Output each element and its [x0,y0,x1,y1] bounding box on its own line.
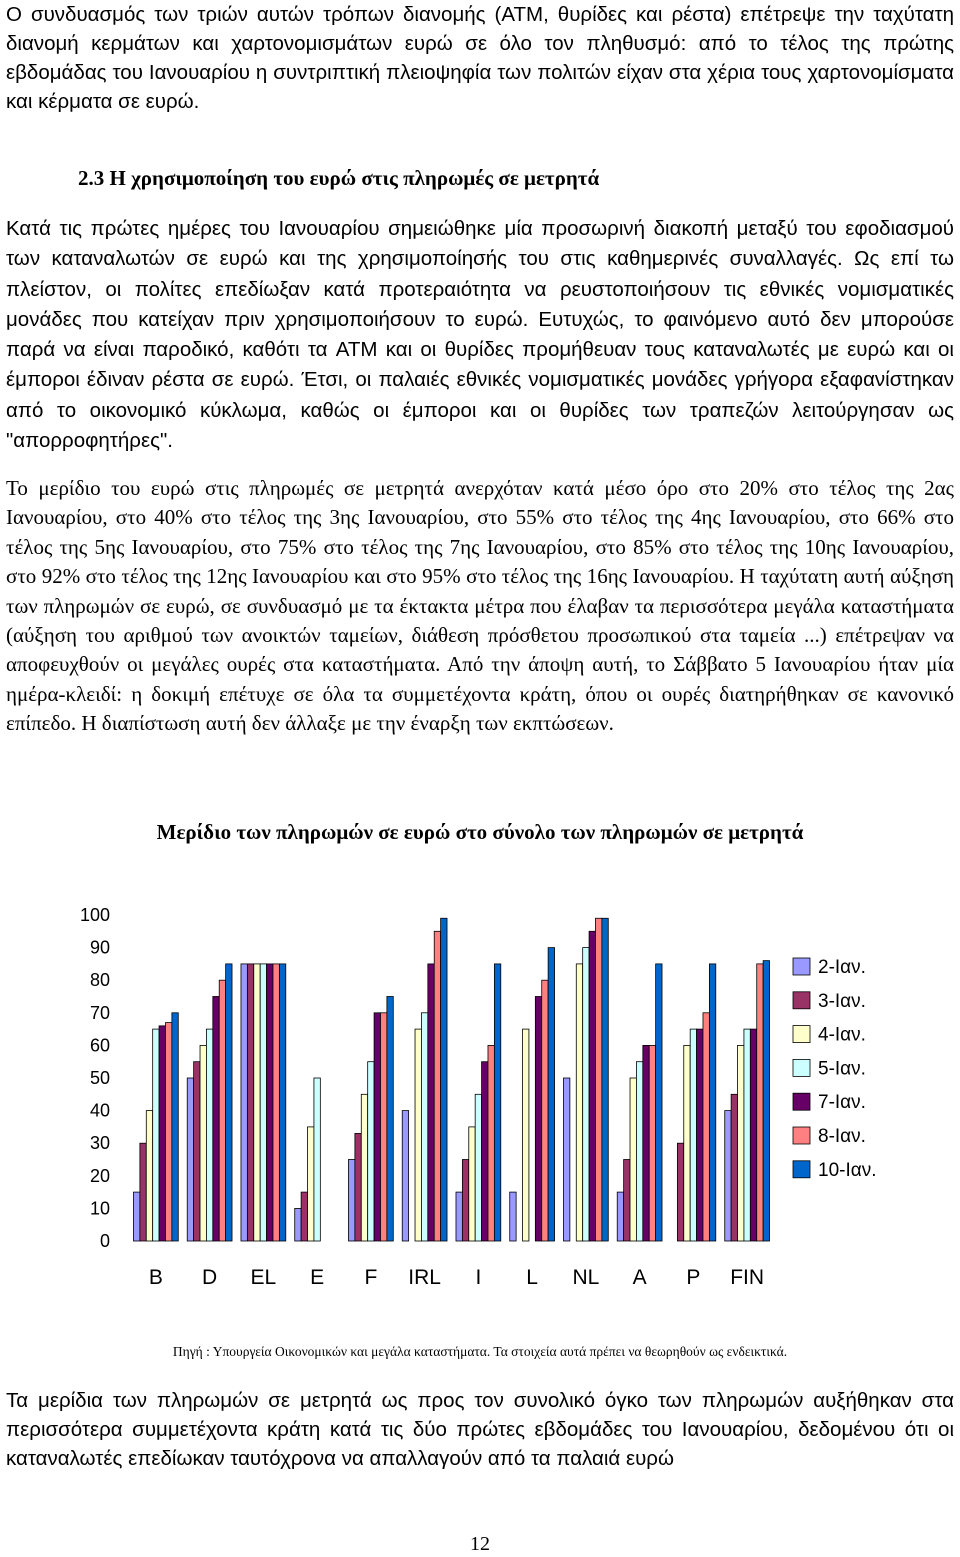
legend-swatch [793,1026,810,1043]
y-tick-label: 50 [89,1068,110,1088]
bar [636,1062,642,1241]
bar [725,1111,731,1241]
bar [589,931,595,1241]
bar [187,1078,193,1241]
legend-swatch [793,958,810,975]
bar [602,918,608,1241]
bar [415,1029,421,1241]
bar [703,1013,709,1241]
legend-label: 8-Ιαν. [818,1126,866,1147]
bar [153,1029,159,1241]
bar [421,1013,427,1241]
legend-swatch [793,1059,810,1076]
bar [697,1029,703,1241]
x-tick-label: F [364,1266,378,1289]
bar [355,1133,361,1241]
bar [684,1045,690,1241]
bar [744,1029,750,1241]
y-tick-label: 0 [99,1231,110,1251]
x-tick-label: FIN [730,1266,765,1289]
bar [731,1094,737,1241]
source-note: Πηγή : Υπουργεία Οικονομικών και μεγάλα καταστήματα. Τα στοιχεία αυτά πρέπει να θεωρηθούν ως ενδεικτικά. [172,1344,788,1359]
bar [462,1160,468,1242]
x-tick-label: P [686,1266,701,1289]
bar [219,980,225,1241]
bar [301,1192,307,1241]
bar [194,1062,200,1241]
bar [273,964,279,1241]
bar [380,1013,386,1241]
y-tick-label: 20 [89,1165,110,1186]
legend-swatch [793,1161,810,1178]
bar [348,1160,354,1242]
bar [656,964,662,1241]
intro-paragraph: Ο συνδυασμός των τριών αυτών τρόπων διανομής (ATM, θυρίδες και ρέστα) επέτρεψε την ταχύτατη διανομή κερμάτων και χαρτονομισμάτων ευρώ σε όλο τον πληθυσμό: από το τέλος της πρώτης εβδομάδας του Ιανουαρίου η συντριπτική πλειοψηφία των πολιτών είχαν στα χέρια τους χαρτονομίσματα και κέρματα σε ευρώ. [6,3,954,113]
bar [750,1029,756,1241]
euro-share-bar-chart [0,890,960,1340]
y-tick-label: 100 [79,905,110,925]
y-tick-label: 10 [89,1198,110,1219]
bar [548,948,554,1241]
legend-swatch [793,1093,810,1110]
bar [279,964,285,1241]
chart-legend [793,957,877,1181]
bar [165,1023,171,1241]
bar [308,1127,314,1241]
bar [630,1078,636,1241]
bar [542,980,548,1241]
x-tick-label: A [632,1266,647,1289]
x-tick-label: I [475,1266,482,1289]
y-tick-label: 40 [89,1100,110,1121]
bar [738,1045,744,1241]
cash-usage-paragraph: Κατά τις πρώτες ημέρες του Ιανουαρίου σημειώθηκε μία προσωρινή διακοπή μεταξύ του εφοδιασμού των καταναλωτών σε ευρώ και της χρησιμοποίησής του στις καθημερινές συναλλαγές. Ως επί τω πλείστον, οι πολίτες επεδίωξαν κατά προτεραιότητα να ρευστοποιήσουν τις εθνικές νομισματικές μονάδες που κατείχαν πριν χρησιμοποιήσουν το ευρώ. Ευτυχώς, το φαινόμενο αυτό δεν μπορούσε παρά να είναι παροδικό, καθότι τα ATM και οι θυρίδες προμήθευαν τους καταναλωτές με ευρώ και οι έμποροι έδιναν ρέστα σε ευρώ. Έτσι, οι παλαιές εθνικές νομισματικές μονάδες γρήγορα εξαφανίστηκαν από το οικονομικό κύκλωμα, καθώς οι έμποροι και οι θυρίδες των τραπεζών λειτούργησαν ως "απορροφητήρες". [6,217,954,453]
bar [456,1192,462,1241]
bar [159,1026,165,1241]
bar [763,961,769,1241]
bar [226,964,232,1241]
bar [374,1013,380,1241]
bar [523,1029,529,1241]
bar [475,1094,481,1241]
bar [140,1143,146,1241]
x-tick-label: NL [572,1266,600,1289]
bar [709,964,715,1241]
x-tick-label: D [202,1266,218,1289]
bar [441,918,447,1241]
share-paragraph: Το μερίδιο του ευρώ στις πληρωμές σε μετρητά ανερχόταν κατά μέσο όρο στο 20% στο τέλος της 2ας Ιανουαρίου, στο 40% στο τέλος της 3ης Ιανουαρίου, στο 55% στο τέλος της 4ης Ιανουαρίου, στο 66% στο τέλος της 5ης Ιανουαρίου, στο 75% στο τέλος της 7ης Ιανουαρίου, στο 85% στο τέλος της 10ης Ιανουαρίου, στο 92% στο τέλος της 12ης Ιανουαρίου και στο 95% στο τέλος της 16ης Ιανουαρίου. Η ταχύτατη αυτή αύξηση των πληρωμών σε ευρώ, σε συνδυασμό με τα έκτακτα μέτρα που έλαβαν τα περισσότερα μεγάλα καταστήματα (αύξηση του αριθμού των ανοικτών ταμείων, διάθεση πρόσθετου προσωπικού στα ταμεία ...) επέτρεψαν να αποφευχθούν οι μεγάλες ουρές στα καταστήματα. Από την άποψη αυτή, το Σάββατο 5 Ιανουαρίου ήταν μία ημέρα-κλειδί: η δοκιμή επέτυχε σε όλα τα συμμετέχοντα κράτη, όπου οι ουρές διατηρήθηκαν σε κανονικό επίπεδο. Η διαπίστωση αυτή δεν άλλαξε με την έναρξη των εκπτώσεων. [6,476,954,736]
bar [482,1062,488,1241]
bar [206,1029,212,1241]
y-tick-label: 60 [89,1035,110,1056]
section-heading: 2.3 Η χρησιμοποίηση του ευρώ στις πληρωμές σε μετρητά [78,166,600,190]
bar [200,1045,206,1241]
legend-swatch [793,992,810,1009]
x-tick-label: L [526,1266,538,1289]
bar [757,964,763,1241]
legend-label: 10-Ιαν. [818,1159,877,1181]
bar [643,1045,649,1241]
bar [172,1013,178,1241]
bar [595,918,601,1241]
x-tick-label: EL [250,1266,277,1289]
bar [494,964,500,1241]
legend-label: 2-Ιαν. [818,957,866,978]
bar [247,964,253,1241]
bar [469,1127,475,1241]
y-tick-label: 70 [89,1002,110,1023]
legend-label: 5-Ιαν. [818,1058,866,1080]
page-number: 12 [470,1533,490,1555]
bar [617,1192,623,1241]
bar [146,1111,152,1241]
legend-label: 3-Ιαν. [818,990,866,1012]
bar [690,1029,696,1241]
bar [267,964,273,1241]
bar [361,1094,367,1241]
y-tick-label: 90 [89,937,110,958]
bar [314,1078,320,1241]
bar [295,1208,301,1241]
bar [434,931,440,1241]
chart-title: Μερίδιο των πληρωμών σε ευρώ στο σύνολο των πληρωμών σε μετρητά [156,820,804,844]
bar [133,1192,139,1241]
bar [368,1062,374,1241]
legend-swatch [793,1127,810,1144]
x-tick-label: E [310,1266,325,1289]
bar [510,1192,516,1241]
legend-label: 4-Ιαν. [818,1024,866,1046]
bar [677,1143,683,1241]
closing-paragraph: Τα μερίδια των πληρωμών σε μετρητά ως προς τον συνολικό όγκο των πληρωμών αυξήθηκαν στα περισσότερα συμμετέχοντα κράτη κατά τις δύο πρώτες εβδομάδες του Ιανουαρίου, δεδομένου ότι οι καταναλωτές επεδίωκαν ταυτόχρονα να απαλλαγούν από τα παλαιά ευρώ [6,1389,954,1470]
bar [576,964,582,1241]
x-tick-label: B [148,1266,163,1289]
bar [535,997,541,1242]
y-tick-label: 30 [89,1133,110,1154]
bar-series [133,918,769,1241]
bar [402,1111,408,1241]
bar [428,964,434,1241]
bar [254,964,260,1241]
bar [488,1045,494,1241]
bar [387,997,393,1242]
bar [213,997,219,1242]
bar [649,1045,655,1241]
x-axis-labels [149,1266,764,1289]
bar [260,964,266,1241]
bar [563,1078,569,1241]
x-tick-label: IRL [408,1266,441,1289]
legend-label: 7-Ιαν. [818,1092,866,1114]
bar [241,964,247,1241]
bar [624,1160,630,1242]
bar [583,948,589,1241]
y-axis-ticks [80,905,110,1251]
y-tick-label: 80 [89,970,110,991]
